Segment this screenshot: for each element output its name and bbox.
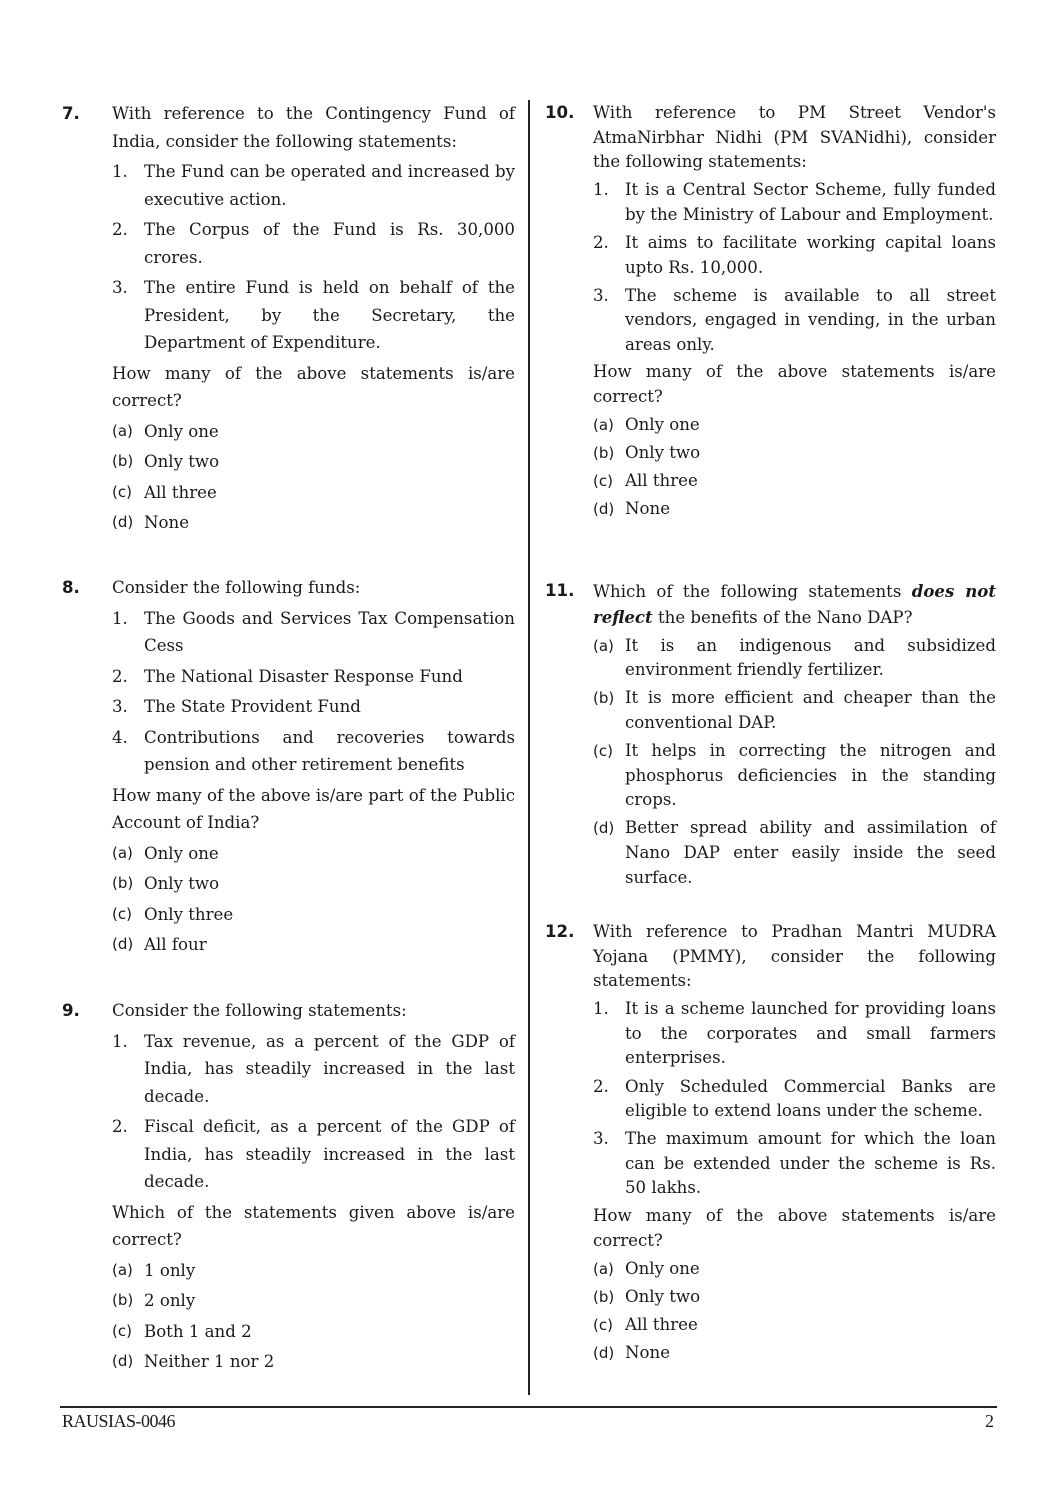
option-text: Better spread ability and assimilation of Nano DAP enter easily inside the seed surface. bbox=[625, 818, 996, 887]
stem-emphasis: does not reflect bbox=[593, 581, 996, 627]
statement-number: 2. bbox=[112, 220, 128, 239]
question-stem bbox=[112, 997, 515, 1025]
option-text: Only two bbox=[144, 452, 220, 471]
statement-text: Fiscal deficit, as a percent of the GDP of India, has steadily increased in the last decade. bbox=[144, 1117, 515, 1191]
option-label: (d) bbox=[593, 819, 615, 838]
stem-text: With reference to Pradhan Mantri MUDRA Yojana (PMMY), consider the following statements: bbox=[593, 922, 996, 991]
answer-option[interactable] bbox=[112, 479, 515, 507]
statement bbox=[593, 997, 996, 1071]
answer-option[interactable] bbox=[593, 686, 996, 735]
question-number: 9. bbox=[62, 1001, 80, 1020]
statement bbox=[112, 605, 515, 660]
question-number: 11. bbox=[545, 581, 575, 600]
statement-number: 1. bbox=[112, 1031, 128, 1051]
option-text: Only one bbox=[144, 843, 219, 863]
statement-text: Tax revenue, as a percent of the GDP of India, has steadily increased in the last decade. bbox=[144, 1031, 515, 1106]
option-text: Neither 1 nor 2 bbox=[144, 1352, 275, 1371]
statement bbox=[593, 231, 996, 280]
answer-option[interactable] bbox=[112, 1348, 515, 1376]
statement bbox=[112, 663, 515, 691]
question-number: 10. bbox=[545, 103, 575, 122]
answer-option[interactable] bbox=[593, 1285, 996, 1310]
statement-text: It aims to facilitate working capital loans upto Rs. 10,000. bbox=[625, 232, 996, 277]
option-label: (c) bbox=[593, 472, 613, 491]
statement bbox=[112, 216, 515, 271]
question-prompt: How many of the above statements is/are correct? bbox=[593, 362, 996, 407]
option-text: All three bbox=[625, 1314, 698, 1334]
option-label: (d) bbox=[593, 1344, 615, 1362]
option-label: (a) bbox=[112, 421, 133, 440]
option-text: Only one bbox=[625, 415, 700, 435]
option-label: (d) bbox=[112, 1352, 134, 1370]
page-number: 2 bbox=[985, 1411, 994, 1431]
statement-text: The Fund can be operated and increased by executive action. bbox=[144, 162, 515, 209]
option-label: (a) bbox=[112, 1260, 133, 1279]
question-stem bbox=[593, 920, 996, 994]
answer-option[interactable] bbox=[112, 1287, 515, 1315]
question-prompt: How many of the above statements is/are correct? bbox=[112, 363, 515, 410]
statement-number: 3. bbox=[593, 1129, 609, 1149]
statement-text: The National Disaster Response Fund bbox=[144, 666, 463, 686]
option-text: Only three bbox=[144, 904, 234, 924]
question-9 bbox=[62, 997, 515, 1376]
question-prompt: How many of the above is/are part of the Public Account of India? bbox=[112, 785, 515, 832]
answer-option[interactable] bbox=[593, 1257, 996, 1282]
option-text: Only one bbox=[625, 1258, 700, 1278]
option-label: (c) bbox=[112, 904, 132, 923]
statement-number: 2. bbox=[593, 232, 609, 252]
answer-option[interactable] bbox=[112, 870, 515, 898]
statement-number: 2. bbox=[112, 1117, 128, 1136]
question-stem bbox=[593, 101, 996, 175]
statement-text: The Corpus of the Fund is Rs. 30,000 crores. bbox=[144, 220, 515, 267]
statement-text: The State Provident Fund bbox=[144, 697, 361, 716]
answer-option[interactable] bbox=[112, 1257, 515, 1285]
question-body bbox=[593, 920, 996, 1366]
option-label: (b) bbox=[593, 1287, 615, 1306]
statement-number: 1. bbox=[593, 180, 609, 200]
stem-text-end: the benefits of the Nano DAP? bbox=[652, 607, 913, 627]
option-label: (a) bbox=[593, 636, 614, 655]
statement-number: 2. bbox=[112, 666, 128, 686]
statement bbox=[112, 1028, 515, 1111]
option-text: It is an indigenous and subsidized environment friendly fertilizer. bbox=[625, 635, 996, 680]
question-body bbox=[112, 574, 515, 959]
answer-option[interactable] bbox=[112, 418, 515, 446]
statement-number: 1. bbox=[112, 162, 128, 181]
statement-text: It is a Central Sector Scheme, fully funded by the Ministry of Labour and Employment. bbox=[625, 180, 996, 224]
statement bbox=[593, 1075, 996, 1124]
stem-text: With reference to the Contingency Fund of India, consider the following statements: bbox=[112, 104, 515, 151]
stem-text: Consider the following statements: bbox=[112, 1001, 407, 1020]
question-11 bbox=[545, 579, 996, 890]
option-text: Both 1 and 2 bbox=[144, 1321, 252, 1341]
statement-number: 3. bbox=[593, 285, 609, 305]
option-text: All four bbox=[144, 935, 207, 954]
statement bbox=[112, 274, 515, 357]
option-text: All three bbox=[625, 471, 698, 491]
statement-number: 4. bbox=[112, 727, 128, 747]
question-prompt: How many of the above statements is/are correct? bbox=[593, 1206, 996, 1250]
question-stem bbox=[112, 574, 515, 602]
question-body bbox=[593, 101, 996, 522]
statement bbox=[593, 1127, 996, 1201]
stem-text: Which of the following statements bbox=[593, 582, 912, 601]
question-8 bbox=[62, 574, 515, 959]
question-number: 8. bbox=[62, 578, 80, 597]
option-label: (b) bbox=[112, 452, 134, 470]
option-label: (b) bbox=[112, 874, 134, 892]
answer-option[interactable] bbox=[593, 413, 996, 438]
statement bbox=[593, 178, 996, 227]
option-label: (b) bbox=[593, 689, 615, 708]
option-label: (b) bbox=[112, 1291, 134, 1309]
statement-text: Contributions and recoveries towards pension and other retirement benefits bbox=[144, 727, 515, 774]
answer-option[interactable] bbox=[593, 739, 996, 813]
answer-option[interactable] bbox=[593, 469, 996, 494]
option-text: It is more efficient and cheaper than the conventional DAP. bbox=[625, 688, 996, 732]
answer-option[interactable] bbox=[112, 1318, 515, 1346]
option-label: (c) bbox=[112, 482, 132, 501]
answer-option[interactable] bbox=[593, 1313, 996, 1338]
statement-text: Only Scheduled Commercial Banks are eligible to extend loans under the scheme. bbox=[625, 1076, 996, 1121]
statement-text: The scheme is available to all street vendors, engaged in vending, in the urban areas only. bbox=[625, 285, 996, 354]
answer-option[interactable] bbox=[112, 931, 515, 959]
option-text: Only two bbox=[144, 874, 220, 893]
question-body bbox=[593, 579, 996, 890]
option-label: (d) bbox=[112, 935, 134, 953]
question-prompt: Which of the statements given above is/are correct? bbox=[112, 1202, 515, 1249]
statement bbox=[112, 158, 515, 213]
question-7 bbox=[62, 100, 515, 537]
option-text: 2 only bbox=[144, 1291, 196, 1310]
question-number: 7. bbox=[62, 104, 80, 123]
option-text: Only two bbox=[625, 1286, 701, 1306]
column-divider bbox=[528, 100, 530, 1395]
answer-option[interactable] bbox=[112, 901, 515, 929]
statement-number: 2. bbox=[593, 1076, 609, 1096]
question-10 bbox=[545, 101, 996, 522]
answer-option[interactable] bbox=[593, 441, 996, 466]
question-body bbox=[112, 997, 515, 1376]
option-text: All three bbox=[144, 482, 217, 502]
answer-option[interactable] bbox=[593, 1341, 996, 1366]
stem-text: Consider the following funds: bbox=[112, 578, 361, 597]
footer-rule bbox=[60, 1406, 997, 1408]
stem-text: With reference to PM Street Vendor's AtmaNirbhar Nidhi (PM SVANidhi), consider the following statements: bbox=[593, 103, 996, 172]
statement-number: 1. bbox=[112, 608, 128, 628]
option-label: (d) bbox=[593, 500, 615, 519]
question-stem bbox=[112, 100, 515, 155]
statement-text: It is a scheme launched for providing loans to the corporates and small farmers enterprises. bbox=[625, 999, 996, 1068]
statement-number: 3. bbox=[112, 278, 128, 297]
statement-text: The Goods and Services Tax Compensation Cess bbox=[144, 608, 515, 655]
option-text: None bbox=[144, 513, 190, 532]
option-text: None bbox=[625, 499, 671, 519]
option-text: None bbox=[625, 1343, 671, 1362]
answer-option[interactable] bbox=[593, 634, 996, 683]
question-stem bbox=[593, 579, 996, 630]
answer-option[interactable] bbox=[112, 448, 515, 476]
statement bbox=[593, 284, 996, 358]
footer-paper-code: RAUSIAS-0046 bbox=[62, 1411, 176, 1431]
option-label: (c) bbox=[112, 1321, 132, 1340]
statement bbox=[112, 724, 515, 779]
option-label: (d) bbox=[112, 513, 134, 531]
answer-option[interactable] bbox=[112, 840, 515, 868]
question-body bbox=[112, 100, 515, 537]
answer-option[interactable] bbox=[112, 509, 515, 537]
option-label: (a) bbox=[593, 416, 614, 435]
option-text: Only one bbox=[144, 421, 219, 441]
option-text: It helps in correcting the nitrogen and phosphorus deficiencies in the standing crops. bbox=[625, 741, 996, 810]
statement-number: 1. bbox=[593, 999, 609, 1019]
option-label: (b) bbox=[593, 444, 615, 463]
answer-option[interactable] bbox=[593, 816, 996, 890]
statement bbox=[112, 693, 515, 721]
option-label: (a) bbox=[593, 1259, 614, 1278]
option-label: (a) bbox=[112, 843, 133, 862]
statement-text: The maximum amount for which the loan can be extended under the scheme is Rs. 50 lakhs. bbox=[625, 1129, 996, 1198]
option-text: 1 only bbox=[144, 1260, 196, 1280]
statement bbox=[112, 1113, 515, 1196]
option-label: (c) bbox=[593, 742, 613, 761]
question-12 bbox=[545, 920, 996, 1366]
question-number: 12. bbox=[545, 922, 575, 941]
statement-text: The entire Fund is held on behalf of the President, by the Secretary, the Department of Expenditure. bbox=[144, 278, 515, 352]
answer-option[interactable] bbox=[593, 497, 996, 522]
option-label: (c) bbox=[593, 1315, 613, 1334]
option-text: Only two bbox=[625, 443, 701, 463]
statement-number: 3. bbox=[112, 697, 128, 716]
